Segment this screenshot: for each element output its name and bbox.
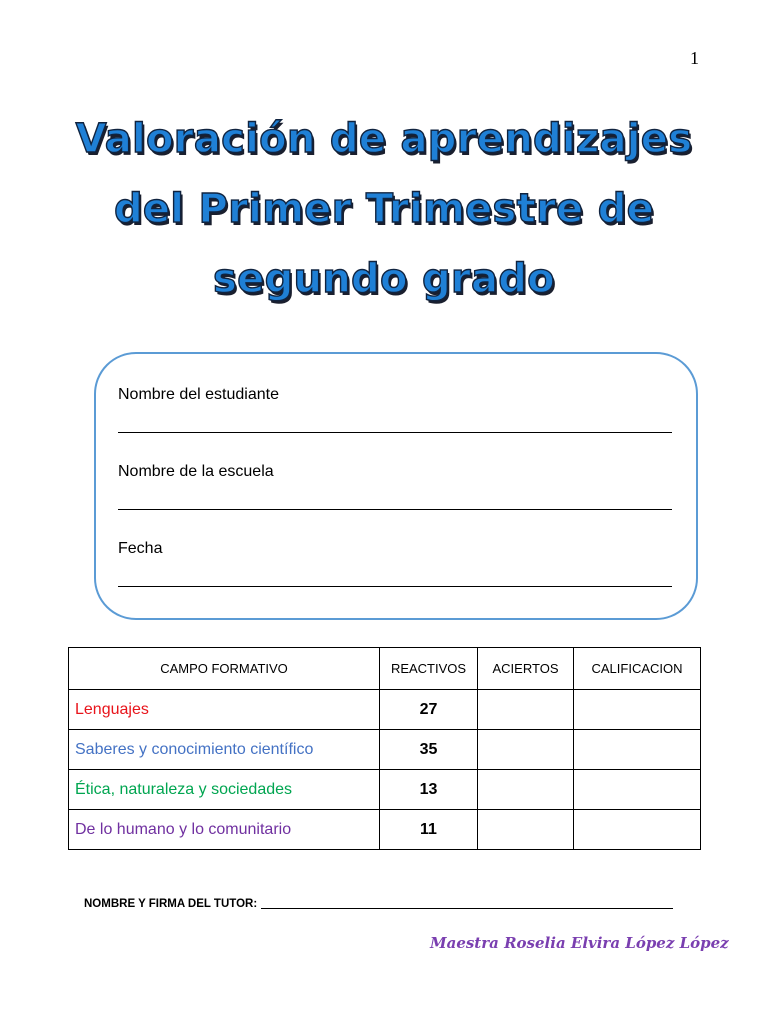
- table-row: [69, 810, 701, 850]
- aciertos-cell[interactable]: [478, 690, 574, 730]
- student-name-label: Nombre del estudiante: [118, 386, 279, 403]
- table-header-row: [69, 648, 701, 690]
- school-name-label: Nombre de la escuela: [118, 463, 274, 480]
- school-name-line[interactable]: [118, 509, 672, 510]
- campo-humano: De lo humano y lo comunitario: [69, 810, 380, 850]
- aciertos-cell[interactable]: [478, 730, 574, 770]
- student-info-box: [94, 352, 698, 620]
- tutor-signature-label: NOMBRE Y FIRMA DEL TUTOR:: [84, 898, 258, 910]
- reactivos-cell: 35: [380, 730, 478, 770]
- reactivos-cell: 11: [380, 810, 478, 850]
- campo-etica: Ética, naturaleza y sociedades: [69, 770, 380, 810]
- reactivos-cell: 27: [380, 690, 478, 730]
- calificacion-cell[interactable]: [574, 690, 701, 730]
- title-line-2: del Primer Trimestre de: [113, 186, 655, 232]
- table-row: [69, 770, 701, 810]
- table-row: [69, 690, 701, 730]
- school-name-field: [118, 463, 674, 510]
- calificacion-cell[interactable]: [574, 730, 701, 770]
- campo-lenguajes: Lenguajes: [69, 690, 380, 730]
- title-line-1: Valoración de aprendizajes: [75, 116, 693, 162]
- campo-saberes: Saberes y conocimiento científico: [69, 730, 380, 770]
- tutor-signature-field: [84, 898, 673, 910]
- document-title: [40, 104, 728, 314]
- date-line[interactable]: [118, 586, 672, 587]
- grades-table: [68, 647, 701, 850]
- header-calificacion: CALIFICACION: [574, 648, 701, 690]
- calificacion-cell[interactable]: [574, 770, 701, 810]
- student-name-line[interactable]: [118, 432, 672, 433]
- header-campo-formativo: CAMPO FORMATIVO: [69, 648, 380, 690]
- date-label: Fecha: [118, 540, 163, 557]
- aciertos-cell[interactable]: [478, 810, 574, 850]
- header-reactivos: REACTIVOS: [380, 648, 478, 690]
- date-field: [118, 540, 674, 587]
- teacher-signature: Maestra Roselia Elvira López López: [430, 934, 729, 952]
- aciertos-cell[interactable]: [478, 770, 574, 810]
- table-row: [69, 730, 701, 770]
- tutor-signature-line[interactable]: [261, 908, 673, 909]
- reactivos-cell: 13: [380, 770, 478, 810]
- calificacion-cell[interactable]: [574, 810, 701, 850]
- student-name-field: [118, 386, 674, 433]
- header-aciertos: ACIERTOS: [478, 648, 574, 690]
- page-number: 1: [690, 48, 699, 68]
- title-line-3: segundo grado: [213, 256, 555, 302]
